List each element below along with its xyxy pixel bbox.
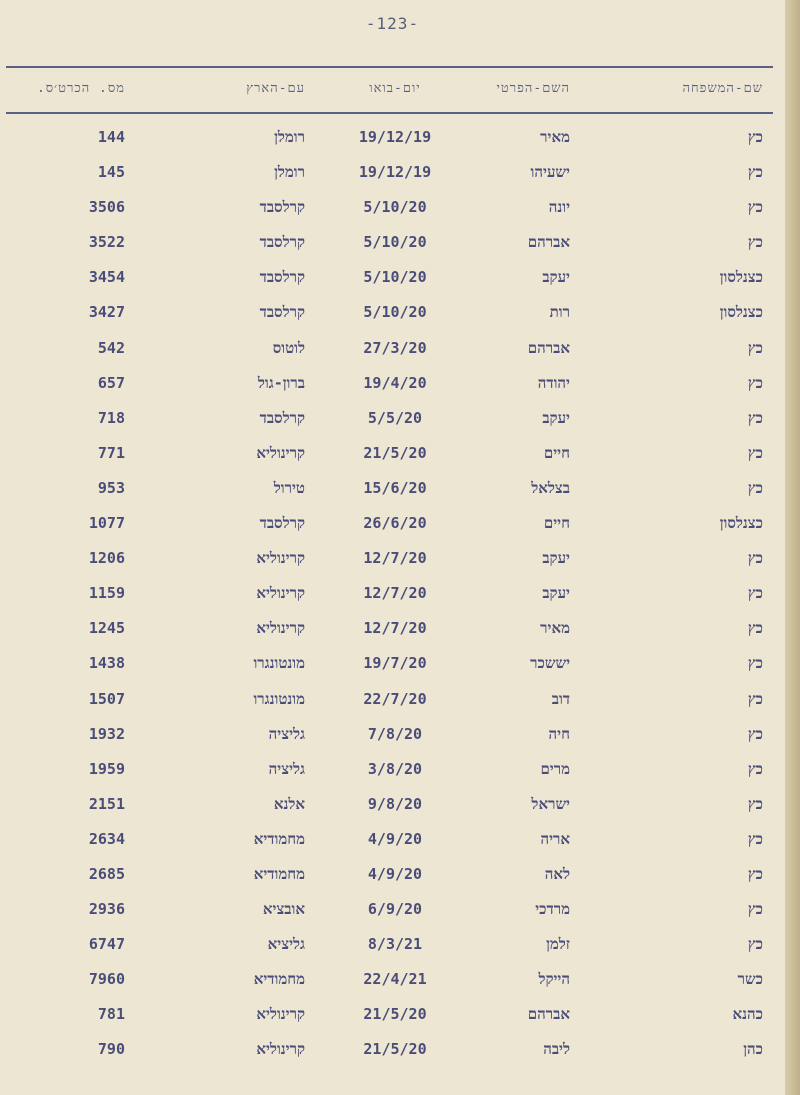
country-cell: מונטונגרו	[253, 689, 305, 708]
header-arrival-date: יום-בואו	[369, 81, 421, 96]
arrival-date-cell: 5/10/20	[363, 198, 427, 217]
record-row	[0, 1005, 785, 1040]
country-cell: מחמודיא	[253, 970, 305, 989]
first-name-cell: מאיר	[540, 128, 570, 146]
country-cell: מונטונגרו	[253, 654, 305, 673]
last-name-cell: כץ	[747, 128, 763, 146]
country-cell: אובציא	[262, 900, 305, 919]
arrival-date-cell: 5/10/20	[363, 233, 427, 252]
record-row	[0, 198, 785, 233]
cert-number-cell: 1507	[88, 689, 125, 708]
arrival-date-cell: 19/12/19	[358, 128, 432, 146]
record-row	[0, 409, 785, 444]
record-row	[0, 619, 785, 654]
record-row	[0, 584, 785, 619]
country-cell: קרלסבד	[259, 514, 305, 533]
last-name-cell: כץ	[747, 408, 763, 427]
arrival-date-cell: 21/5/20	[363, 1005, 427, 1024]
last-name-cell: כץ	[747, 759, 763, 778]
last-name-cell: כשר	[737, 970, 763, 989]
last-name-cell: כץ	[747, 619, 763, 638]
first-name-cell: הייקל	[538, 970, 570, 989]
arrival-date-cell: 22/7/20	[363, 689, 427, 708]
first-name-cell: אריה	[540, 829, 570, 848]
first-name-cell: יעקב	[542, 268, 570, 287]
record-row	[0, 830, 785, 865]
country-cell: קרלסבד	[259, 408, 305, 427]
first-name-cell: רות	[549, 303, 570, 322]
record-row	[0, 339, 785, 374]
last-name-cell: כץ	[747, 584, 763, 603]
country-cell: קרלסבד	[259, 198, 305, 217]
first-name-cell: חיים	[543, 514, 570, 533]
record-row	[0, 233, 785, 268]
first-name-cell: בצלאל	[531, 478, 570, 497]
arrival-date-cell: 4/9/20	[367, 864, 423, 883]
last-name-cell: כצנלסון	[719, 303, 763, 322]
cert-number-cell: 657	[97, 373, 125, 392]
last-name-cell: כץ	[747, 163, 763, 182]
first-name-cell: מאיר	[540, 619, 570, 638]
first-name-cell: דוב	[551, 689, 570, 708]
cert-number-cell: 1077	[88, 514, 125, 533]
cert-number-cell: 144	[97, 128, 125, 146]
first-name-cell: יונה	[548, 198, 570, 217]
country-cell: גליציא	[267, 935, 305, 954]
arrival-date-cell: 21/5/20	[363, 1040, 427, 1059]
last-name-cell: כהן	[743, 1040, 763, 1059]
page-number: -123-	[365, 14, 420, 33]
cert-number-cell: 2685	[88, 864, 125, 883]
record-row	[0, 970, 785, 1005]
cert-number-cell: 2634	[88, 829, 125, 848]
cert-number-cell: 771	[97, 443, 125, 462]
last-name-cell: כצנלסון	[719, 268, 763, 287]
cert-number-cell: 2151	[88, 794, 125, 813]
arrival-date-cell: 9/8/20	[367, 794, 423, 813]
country-cell: רומלן	[274, 163, 305, 182]
arrival-date-cell: 22/4/21	[363, 970, 427, 989]
first-name-cell: יששכר	[530, 654, 570, 673]
last-name-cell: כץ	[747, 338, 763, 357]
country-cell: קרינוליא	[256, 619, 305, 638]
country-cell: מחמודיא	[253, 829, 305, 848]
arrival-date-cell: 12/7/20	[363, 549, 427, 568]
record-row	[0, 303, 785, 338]
first-name-cell: לאה	[544, 864, 570, 883]
first-name-cell: יעקב	[542, 549, 570, 568]
last-name-cell: כץ	[747, 373, 763, 392]
first-name-cell: זלמן	[546, 935, 570, 954]
country-cell: קרינוליא	[256, 584, 305, 603]
cert-number-cell: 1159	[88, 584, 125, 603]
last-name-cell: כץ	[747, 724, 763, 743]
last-name-cell: כץ	[747, 794, 763, 813]
arrival-date-cell: 19/7/20	[363, 654, 427, 673]
first-name-cell: ישעיהו	[530, 163, 570, 182]
record-row	[0, 549, 785, 584]
table-header	[0, 80, 785, 100]
first-name-cell: יהודה	[537, 373, 570, 392]
cert-number-cell: 3522	[88, 233, 125, 252]
first-name-cell: מרים	[540, 759, 570, 778]
record-row	[0, 163, 785, 198]
record-row	[0, 444, 785, 479]
last-name-cell: כץ	[747, 654, 763, 673]
record-row	[0, 725, 785, 760]
cert-number-cell: 1206	[88, 549, 125, 568]
cert-number-cell: 6747	[88, 935, 125, 954]
last-name-cell: כץ	[747, 549, 763, 568]
cert-number-cell: 790	[97, 1040, 125, 1059]
record-row	[0, 865, 785, 900]
last-name-cell: כצנלסון	[719, 514, 763, 533]
cert-number-cell: 3427	[88, 303, 125, 322]
country-cell: אלנא	[273, 794, 305, 813]
cert-number-cell: 953	[97, 478, 125, 497]
record-row	[0, 268, 785, 303]
last-name-cell: כץ	[747, 900, 763, 919]
header-country: עם-הארץ	[246, 81, 305, 96]
arrival-date-cell: 15/6/20	[363, 478, 427, 497]
country-cell: גליציה	[268, 724, 305, 743]
record-row	[0, 374, 785, 409]
arrival-date-cell: 5/10/20	[363, 268, 427, 287]
arrival-date-cell: 26/6/20	[363, 514, 427, 533]
record-row	[0, 514, 785, 549]
arrival-date-cell: 21/5/20	[363, 443, 427, 462]
arrival-date-cell: 12/7/20	[363, 619, 427, 638]
country-cell: טירול	[273, 478, 305, 497]
cert-number-cell: 3454	[88, 268, 125, 287]
last-name-cell: כץ	[747, 478, 763, 497]
record-list	[0, 128, 785, 1076]
country-cell: קרלסבד	[259, 303, 305, 322]
country-cell: קרינוליא	[256, 1005, 305, 1024]
record-row	[0, 654, 785, 689]
first-name-cell: חיים	[543, 443, 570, 462]
country-cell: קרינוליא	[256, 443, 305, 462]
country-cell: גליציה	[268, 759, 305, 778]
country-cell: קרלסבד	[259, 233, 305, 252]
country-cell: לוטוס	[272, 338, 305, 357]
arrival-date-cell: 27/3/20	[363, 338, 427, 357]
last-name-cell: כץ	[747, 864, 763, 883]
last-name-cell: כץ	[747, 829, 763, 848]
last-name-cell: כץ	[747, 198, 763, 217]
arrival-date-cell: 7/8/20	[367, 724, 423, 743]
arrival-date-cell: 19/12/19	[358, 163, 432, 182]
arrival-date-cell: 6/9/20	[367, 900, 423, 919]
arrival-date-cell: 5/5/20	[367, 408, 423, 427]
arrival-date-cell: 4/9/20	[367, 829, 423, 848]
first-name-cell: מרדכי	[535, 900, 570, 919]
cert-number-cell: 2936	[88, 900, 125, 919]
country-cell: קרינוליא	[256, 549, 305, 568]
first-name-cell: יעקב	[542, 408, 570, 427]
country-cell: קרינוליא	[256, 1040, 305, 1059]
cert-number-cell: 1932	[88, 724, 125, 743]
last-name-cell: כץ	[747, 233, 763, 252]
cert-number-cell: 7960	[88, 970, 125, 989]
record-row	[0, 795, 785, 830]
country-cell: מחמודיא	[253, 864, 305, 883]
first-name-cell: יעקב	[542, 584, 570, 603]
first-name-cell: אברהם	[527, 1005, 570, 1024]
arrival-date-cell: 8/3/21	[367, 935, 423, 954]
last-name-cell: כץ	[747, 689, 763, 708]
record-row	[0, 760, 785, 795]
header-cert-number: מס. הכרט׳ס.	[36, 81, 125, 96]
country-cell: רומלן	[274, 128, 305, 146]
first-name-cell: אברהם	[527, 233, 570, 252]
country-cell: ברון-גול	[257, 373, 305, 392]
header-last-name: שם-המשפחה	[682, 81, 763, 96]
record-row	[0, 479, 785, 514]
last-name-cell: כהנא	[732, 1005, 763, 1024]
arrival-date-cell: 3/8/20	[367, 759, 423, 778]
cert-number-cell: 1438	[88, 654, 125, 673]
cert-number-cell: 718	[97, 408, 125, 427]
header-top-rule	[6, 66, 773, 68]
country-cell: קרלסבד	[259, 268, 305, 287]
first-name-cell: ליבה	[543, 1040, 570, 1059]
arrival-date-cell: 12/7/20	[363, 584, 427, 603]
arrival-date-cell: 19/4/20	[363, 373, 427, 392]
header-first-name: השם-הפרטי	[496, 81, 570, 96]
page-edge	[785, 0, 800, 1095]
record-row	[0, 1040, 785, 1075]
last-name-cell: כץ	[747, 443, 763, 462]
cert-number-cell: 1959	[88, 759, 125, 778]
record-row	[0, 690, 785, 725]
first-name-cell: ישראל	[531, 794, 570, 813]
cert-number-cell: 542	[97, 338, 125, 357]
first-name-cell: חיה	[548, 724, 570, 743]
first-name-cell: אברהם	[527, 338, 570, 357]
record-row	[0, 935, 785, 970]
last-name-cell: כץ	[747, 935, 763, 954]
cert-number-cell: 781	[97, 1005, 125, 1024]
cert-number-cell: 1245	[88, 619, 125, 638]
record-row	[0, 900, 785, 935]
record-row	[0, 128, 785, 163]
header-bottom-rule	[6, 112, 773, 114]
cert-number-cell: 145	[97, 163, 125, 182]
cert-number-cell: 3506	[88, 198, 125, 217]
arrival-date-cell: 5/10/20	[363, 303, 427, 322]
